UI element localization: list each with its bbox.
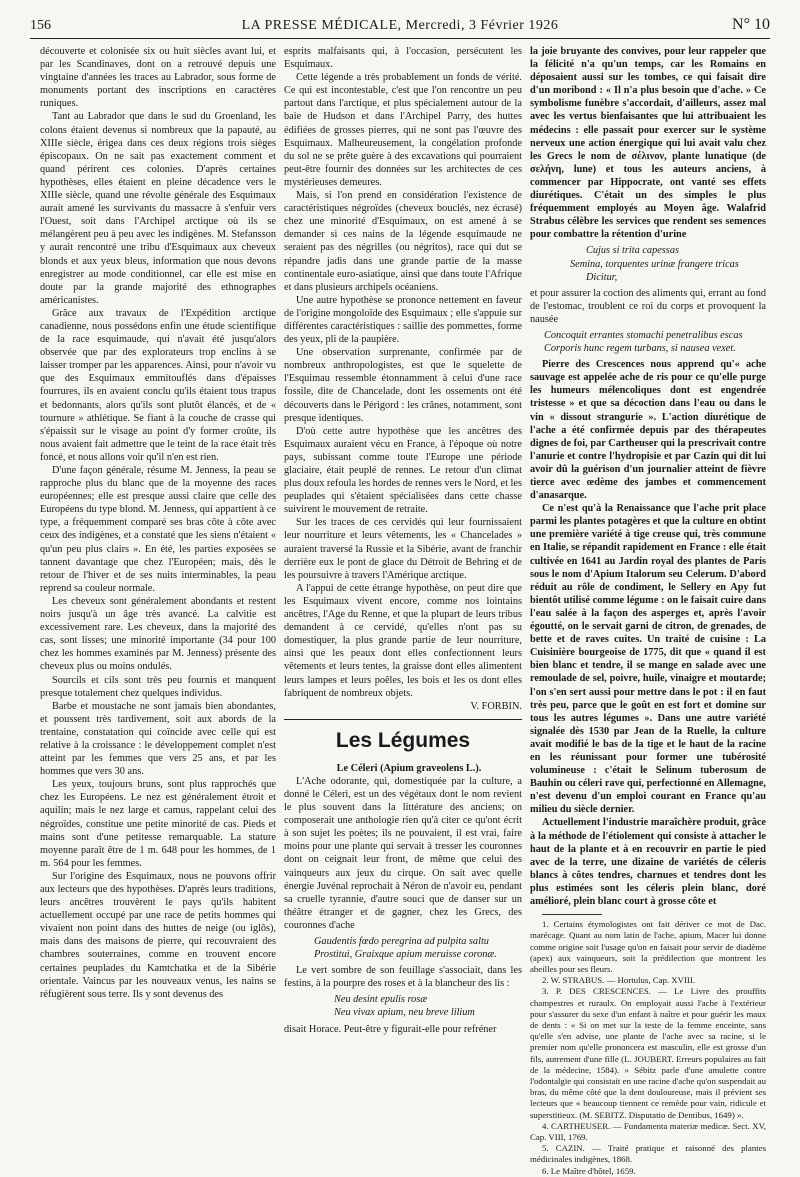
bold-passage — [530, 45, 766, 241]
column-2 — [284, 45, 522, 1074]
section-divider — [284, 719, 522, 720]
footnote: 5. CAZIN. — Traité pratique et raisonné des plantes médicinales indigènes, 1868. — [530, 1143, 766, 1165]
paragraph: Actuellement l'industrie maraîchère produit, grâce à la méthode de l'étiolement qui consiste à attacher le haut de la plante et à en recouvrir en partie le pied avec de la terre, une dizaine de variétés de céleris blancs à côtes tendres, charnues et tendres dont les plus estimées sont les céleris plein blanc, doré amélioré, plein blanc court à grosse côte et — [530, 817, 766, 907]
section-title: Les Légumes — [335, 728, 471, 752]
author-signature: V. FORBIN. — [470, 700, 522, 712]
verse-line: Neu desint epulis rosæ — [334, 994, 428, 1006]
footnote: 3. P. DES CRESCENCES. — Le Livre des prouffits champestres et ruraulx. On employait aussi l'ache à l'extérieur pour s'assurer du sexe d'un enfant à naître et pour guérir les maux de dents : « Si on met sur la teste de la femme enceinte, sans qu'elle s'en advise, une plante de l'ache avec sa racine, si le premier nom qu'elle prononcera est masculin, elle est grosse d'un fils, autrement d'une fille (L. JOUBERT. Erreurs populaires au fait de la médecine, 1584). » Sébitz parle d'une amulette contre l'odontalgie qui consistait en une racine d'ache qu'on suspendait au bras, du même côté que la dent douloureuse, mais il prévient ses lecteurs que « beaucoup tiennent ce remède pour vain, ridicule et superstitieux. (M. SEBITZ. Disputatio de Dentibus, 1649) ». — [530, 986, 766, 1120]
verse-line: Dicitur, — [586, 271, 618, 283]
paragraph: découverte et colonisée six ou huit siècles avant lui, et par les Scandinaves, dont on a retrouvé depuis une vingtaine d'années les traces au Labrador, sous forme de monuments portant des inscriptions en caractères runiques. — [40, 46, 276, 110]
paragraph: Ce n'est qu'à la Renaissance que l'ache prit place parmi les plantes potagères et que la culture en obtint une première variété à tige creuse qui, très commune en Italie, se répandit rapidement en France : elle était cultivée en 1641 au Jardin royal des plantes de Paris sous le nom d'Apium Italorum seu Celerum. D'abord réduit au rôle de condiment, le Sellery en Apy fut bientôt utilisé comme légume : on le faisait cuire dans l'eau salée à la façon des asperges et, après l'avoir égoutté, on le servait garni de citron, de grenades, de bette et de raves cuites. Un traité de cuisine : La Cuisinière bourgeoise de 1775, dit que « quand il est bien blanc et tendre, il se mange en salade avec une remoulade de sel, poivre, huile, vinaigre et moutarde; l'on s'en sert aussi pour mettre dans le pot : il en faut très peu, parce que le goût en est fort et domine sur tous les autres légumes ». Dans une autre variété signalée dès 1530 par Jean de la Ruelle, la culture avait modifié le bas de la tige et le haut de la racine en les réunissant pour former une tubérosité volumineuse : c'était le Selinum tuberosum de Bauhin ou céleri rave qui, perfectionné en Allemagne, n'est devenu d'un emploi courant en France qu'au milieu du siècle dernier. — [530, 503, 766, 816]
page-header — [30, 14, 770, 39]
verse-line: Neu vivax apium, neu breve lilium — [334, 1007, 475, 1019]
paragraph: Mais, si l'on prend en considération l'existence de caractéristiques négroïdes (cheveux bouclés, nez écrasé) chez une minorité d'Esquimaux, on est amené à se demander si ces nains de la légende esquimaude ne seraient pas des négrilles (ou négritos), race qui dut se répandre jadis dans une grande partie de la masse continentale euro-asiatique, ainsi que dans toute l'Afrique et dans plusieurs archipels océaniens. — [284, 190, 522, 293]
paragraph: L'Ache odorante, qui, domestiquée par la culture, a donné le Céleri, est un des végétaux dont le nom revient le plus souvent dans la littérature des anciens; on composerait une anthologie rien qu'à citer ce qu'ont écrit à son sujet les poètes; ils ne pouvaient, il est vrai, faire moins pour une plante qui servait à tresser les couronnes dont on ceignait leur front, de même que celui des vainqueurs aux jeux du cirque. On sait avec quelle énergie Juvénal reprochait à Néron de n'avoir eu, pendant sa cruelle tyrannie, d'autre souci que de danser sur un théâtre étranger et de gagner, chez les Grecs, des couronnes d'ache — [284, 775, 522, 931]
verse-line: Gaudentis fœdo peregrina ad pulpita saltu — [314, 936, 489, 947]
paragraph: Une autre hypothèse se prononce nettement en faveur de l'origine mongoloïde des Esquimaux ; elle s'appuie sur différentes caractéristiques : saillie des pommettes, forme des yeux, pli de la paupière. — [284, 294, 522, 346]
footnote-divider — [542, 914, 602, 915]
footnote: 6. Le Maître d'hôtel, 1659. — [542, 1165, 636, 1176]
latin-verse — [570, 244, 766, 283]
journal-title: LA PRESSE MÉDICALE, Mercredi, 3 Février 1926 — [241, 18, 559, 33]
paragraph: Sourcils et cils sont très peu fournis et manquent presque totalement chez quelques individus. — [40, 674, 276, 699]
verse-line: Cujus si trita capessas — [586, 245, 679, 257]
footnotes — [530, 919, 766, 1177]
column-3 — [530, 45, 766, 1176]
verse-line: Concoquit errantes stomachi penetralibus escas — [544, 329, 743, 341]
paragraph: Grâce aux travaux de l'Expédition arctique canadienne, nous possédons enfin une étude scientifique de la race esquimaude, qui n'avait été jusqu'alors observée que par des explorateurs trop enclins à se laisser tromper par les apparences. Ainsi, pour n'avoir vu que des Esquimaux emmitouflés dans d'épaisses fourrures, ils en avaient conclu qu'ils étaient tous trapus et bedonnants, alors qu'ils sont plutôt élancés, et de « tournure » athlétique. Se fiant à la couche de crasse qui s'épaissit sur le visage au point d'y former croûte, ils nous avaient fait admettre que le teint de la race était très foncé, et nous allons voir qu'il n'en est rien. — [40, 307, 276, 463]
paragraph: Pierre des Crescences nous apprend qu'« ache sauvage est appelée ache de ris pour ce qu'elle purge les humeurs mélencoliques dont est engendrée tristesse » et que sa décoction dans l'eau ou dans le vin « dissout strangurie ». L'action diurétique de l'ache a été confirmée depuis par des thérapeutes dignes de foi, par Cartheuser qui la prescrivait contre l'anurie et contre l'hydropisie et par Cazin qui dit lui avoir dû la guérison d'un journalier atteint de fièvre tierce avec œdème des jambes et commencement d'anasarque. — [530, 359, 766, 502]
paragraph: Barbe et moustache ne sont jamais bien abondantes, et poussent très tardivement, soit aux abords de la trentaine, constatation qui coïncide avec celle qui est relative à la croissance : le développement complet n'est atteint par les femmes que vers 25 ans, et par les hommes que vers 30 ans. — [40, 700, 276, 778]
bold-passage — [530, 358, 766, 908]
footnote: 1. Certains étymologistes ont fait dériver ce mot de Dac. marécage. Quant au nom latin de l'ache, apium, Macer lui donne comme origine soit l'usage qu'on en faisait pour servir de diadème (apex) aux vainqueurs, soit la prédilection que montrent les abeilles pour ses fleurs. — [530, 919, 766, 974]
paragraph: esprits malfaisants qui, à l'occasion, persécutent les Esquimaux. — [284, 46, 522, 71]
footnote: 2. W. STRABUS. — Hortulus, Cap. XVIII. — [542, 975, 695, 986]
paragraph: Sur l'origine des Esquimaux, nous ne pouvons offrir aux lecteurs que des hypothèses. D'après leurs traditions, leurs ancêtres trouvèrent le pays qu'ils habitent actuellement occupé par une race de petits hommes qui vivaient non point dans des huttes de neige (ou iglôs), mais dans des maisons de pierre, qui recouvraient des chambres souterraines, comme en trouvent encore certaines peuplades du Kamtchatka et de la Sibérie orientale. Vaincus par les nouveaux venus, les nains se réfugièrent sous terre. Ils y sont devenus des — [40, 870, 276, 1000]
paragraph: Les yeux, toujours bruns, sont plus rapprochés que chez les Européens. Le nez est généralement étroit et aquilin; mais le nez large et camus, rappelant celui des négroïdes, constitue une petite minorité de cas. Pieds et mains sont d'une petitesse remarquable. La stature moyenne paraît être de 1 m. 648 pour les hommes, de 1 m. 564 pour les femmes. — [40, 779, 276, 869]
paragraph: Le vert sombre de son feuillage s'associait, dans les festins, à la pourpre des roses et à la blancheur des lis : — [284, 965, 522, 990]
paragraph: Cette légende a très probablement un fonds de vérité. Ce qui est incontestable, c'est que l'on rencontre un peu partout dans l'arctique, et plus spécialement autour de la baie de Hudson et dans l'Archipel Parry, des huttes édifiées de grosses pierres, qui ne sont pas l'œuvre des Esquimaux. Malheureusement, la congélation profonde du sol ne se prête guère à des excavations qui pourraient peut-être fournir des données sur les architectes de ces mystérieuses demeures. — [284, 72, 522, 188]
latin-verse — [334, 993, 522, 1019]
verse-line: Corporis hunc regem turbans, si nausea vexet. — [544, 343, 736, 355]
latin-verse — [314, 935, 522, 961]
paragraph: D'une façon générale, résume M. Jenness, la peau se rapproche plus du blanc que de la moyenne des races européennes; elle est presque aussi claire que celle des Européens du type blond. M. Jenness, qui appartient à ce type, a fréquemment comparé ses bras côte à côte avec ceux des indigènes, et a constaté que les siens n'étaient « qu'un peu plus clairs ». En été, les parties exposées se tannent davantage que chez l'Européen; mais, dès le retour de l'hiver et de ses nuits interminables, la peau reprend sa couleur normale. — [40, 465, 276, 594]
verse-line: Semina, torquentes urinæ frangere tricas — [570, 258, 739, 270]
paragraph: Tant au Labrador que dans le sud du Groenland, les colons étaient devenus si nombreux que la papauté, au XIIIe siècle, érigea dans ces deux régions trois sièges épiscopaux. On ne sait pas exactement comment et quand périrent ces colonies. D'après certaines hypothèses, elles étaient en pleine décadence vers le XIIIe siècle, quand une révolte générale des Esquimaux aurait amené les survivants du massacre à s'enfuir vers l'Ouest, soit dans l'Archipel arctique où ils se mélangèrent peu à peu avec les indigènes. M. Stefansson y aurait rencontré une tribu d'Esquimaux aux cheveux blonds et aux yeux bleus, information que nous devons enregistrer au mode conditionnel, car elle est mise en doute par la grande majorité des ethnographes américanistes. — [40, 111, 276, 306]
paragraph: Une observation surprenante, confirmée par de nombreux anthropologistes, est que le squelette de l'Esquimau ressemble étonnamment à celui d'une race fossile, dite de Chancelade, dont les ossements ont été découverts dans le Périgord : les crânes, notamment, sont presque identiques. — [284, 347, 522, 424]
paragraph: et pour assurer la coction des aliments qui, errant au fond de l'estomac, troublent ce roi du corps et provoquent la nausée — [530, 287, 766, 325]
paragraph: Les cheveux sont généralement abondants et restent noirs jusqu'à un âge très avancé. La calvitie est excessivement rare. Les cheveux, dans la majorité des cas, sont lisses; une minorité importante (34 pour 100 chez les hommes examinés par M. Jenness) présente des cheveux plus ou moins ondulés. — [40, 595, 276, 673]
paragraph: Sur les traces de ces cervidés qui leur fournissaient leur nourriture et leurs vêtements, les « Chancelades » auraient traversé la Russie et la Sibérie, avant de franchir derrière eux le pont de glace du Détroit de Behring et de les poursuivre à travers l'Amérique arctique. — [284, 517, 522, 581]
paragraph: A l'appui de cette étrange hypothèse, on peut dire que les Esquimaux vivent encore, comme nos lointains ancêtres, l'Age du Renne, et que la plupart de leurs tribus demandent à ce cervidé, qu'elles n'ont pas su domestiquer, la plus grande partie de leur nourriture, ainsi que les peaux dont elles confectionnent leurs vêtements et leurs tentes, la graisse dont elles alimentent leurs lampes et leurs poêles, les bois et les os dont elles fabriquent de nombreux objets. — [284, 582, 522, 699]
paragraph: la joie bruyante des convives, pour leur rappeler que la félicité n'a qu'un temps, car les Romains en déposaient aussi sur les tombes, ce qui faisait dire d'un moribond : « Il n'a plus besoin que d'ache. » Ce symbolisme funèbre s'accordait, d'ailleurs, assez mal avec les vertus bienfaisantes que lui attribuaient les médecins : elle passait pour exercer sur le système nerveux une action énergique qui lui avait valu chez les Grecs le nom de σέλινον, plante lunatique (de σελήνη, lune) et tous les auteurs anciens, à commencer par Hippocrate, ont vanté ses effets diurétiques. C'était un des simples le plus fréquemment employés au Moyen âge. Walafrid Strabus célèbre les services que rendent ses semences pour combattre la rétention d'urine — [530, 46, 766, 241]
footnote: 4. CARTHEUSER. — Fundamenta materiæ medicæ. Sect. XV, Cap. VIII, 1769. — [530, 1120, 766, 1142]
paragraph: D'où cette autre hypothèse que les ancêtres des Esquimaux auraient vécu en France, à l'époque où notre pays, subissant comme toute l'Europe une période glaciaire, était peuplé de rennes. Le retour d'un climat plus doux refoula les hordes de rennes vers le Nord, et les peuplades qui s'étaient spécialisées dans cette chasse suivirent le mouvement de retraite. — [284, 425, 522, 516]
issue-number: N° 10 — [732, 16, 770, 33]
paragraph: disait Horace. Peut-être y figurait-elle pour refréner — [284, 1023, 497, 1035]
article-subheading: Le Céleri (Apium graveolens L.). — [336, 762, 482, 774]
column-1 — [40, 45, 276, 1074]
latin-verse — [544, 329, 766, 355]
verse-line: Prostitui, Graixque apium meruisse coronæ. — [314, 949, 497, 961]
page-number: 156 — [30, 18, 51, 33]
